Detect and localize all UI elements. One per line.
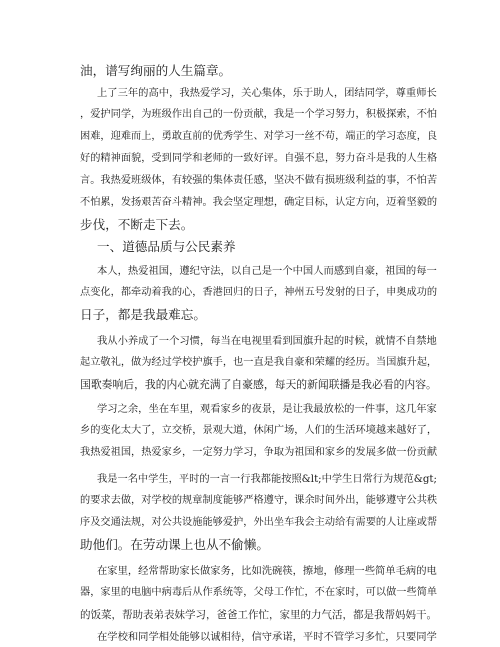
text-line: 器，家里的电脑中病毒后从作系统等，父母工作忙，不在家时，可以做一些简单 xyxy=(80,587,438,598)
text-line: 步伐，不断走下去。 xyxy=(80,217,194,232)
text-line: 言。我热爱班级体，有较强的集体责任感，坚决不做有损班级利益的事，不怕苦 xyxy=(80,175,438,186)
text-line: 序及交通法规，对公共设施能够爱护，外出坐车我会主动给有需要的人让座或帮 xyxy=(80,517,438,528)
text-line: 的要求去做，对学校的规章制度能够严格遵守，课余时间外出，能够遵守公共秩 xyxy=(80,495,438,506)
text-line: 日子，都是我最难忘。 xyxy=(80,307,206,322)
section-heading: 一、道德品质与公民素养 xyxy=(97,239,236,254)
text-line: 困难，迎难而上，勇敢直前的优秀学生、对学习一丝不苟，端正的学习态度，良 xyxy=(80,131,438,142)
text-line: ，爱护同学，为班级作出自己的一份贡献，我是一个学习努力，积极探索，不怕 xyxy=(80,109,438,120)
text-line: 助他们。在劳动课上也从不偷懒。 xyxy=(80,537,269,552)
text-line: 在学校和同学相处能够以诚相待，信守承诺，平时不管学习多忙，只要同学 xyxy=(97,631,437,643)
text-line: 我是一名中学生，平时的一言一行我都能按照&lt;中学生日常行为规范&gt; xyxy=(97,473,437,485)
text-line: 起立敬礼，做为经过学校护旗手，也一直是我自豪和荣耀的经历。当国旗升起， xyxy=(80,357,438,368)
text-line: 好的精神面貌，受到同学和老师的一致好评。自强不息，努力奋斗是我的人生格 xyxy=(80,153,438,164)
text-line: 不怕累，发扬艰苦奋斗精神。我会坚定理想，确定目标，认定方向，迈着坚毅的 xyxy=(80,197,438,208)
text-line: 油，谱写绚丽的人生篇章。 xyxy=(80,63,232,78)
text-line: 国歌奏响后，我的内心就充满了自豪感，每天的新闻联播是我必看的内容。 xyxy=(80,378,437,391)
text-line: 的饭菜，帮助表弟表妹学习，爸爸工作忙，家里的力气活，都是我帮妈妈干。 xyxy=(80,609,437,621)
text-line: 点变化，都牵动着我的心，香港回归的日子，神州五号发射的日子，申奥成功的 xyxy=(80,287,438,298)
text-line: 上了三年的高中，我热爱学习，关心集体，乐于助人，团结同学，尊重师长 xyxy=(97,87,437,99)
text-line: 我从小养成了一个习惯，每当在电视里看到国旗升起的时候，就情不自禁地 xyxy=(97,335,437,347)
text-line: 我热爱祖国，热爱家乡，一定努力学习，争取为祖国和家乡的发展多做一份贡献 xyxy=(80,447,438,458)
text-line: 在家里，经常帮助家长做家务，比如洗碗筷，擦地，修理一些简单毛病的电 xyxy=(97,565,437,577)
text-line: 本人，热爱祖国，遵纪守法，以自己是一个中国人而感到自豪，祖国的每一 xyxy=(97,265,437,277)
text-line: 乡的变化太大了，立交桥，景观大道，休闲广场，人们的生活环境越来越好了， xyxy=(80,425,438,436)
text-line: 学习之余，坐在车里，观看家乡的夜景，是让我最放松的一件事，这几年家 xyxy=(97,403,437,415)
